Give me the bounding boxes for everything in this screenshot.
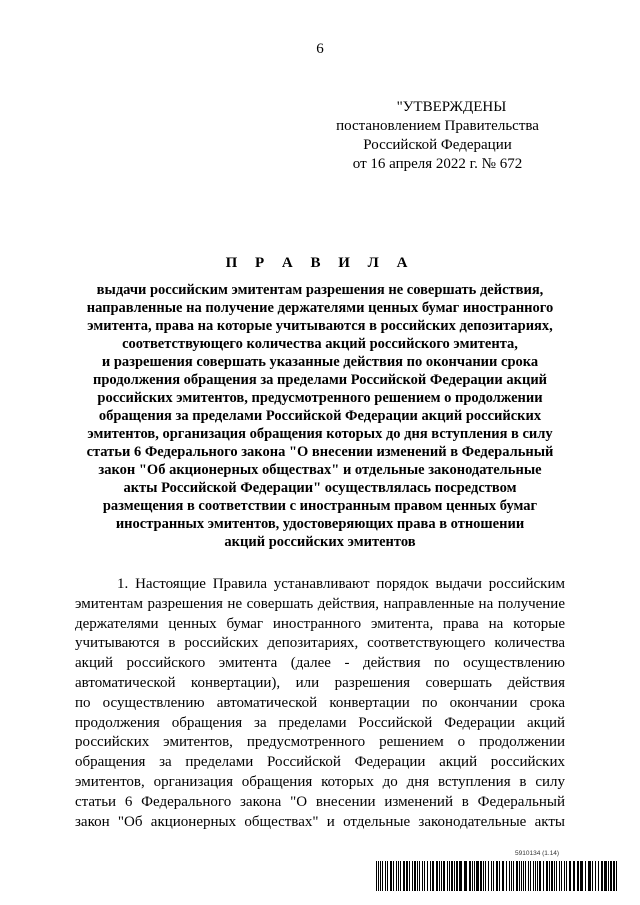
barcode-code: 5910134 (1.14) bbox=[515, 850, 560, 857]
body-line: 1. Настоящие Правила устанавливают порядок выдачи российским bbox=[117, 576, 565, 592]
document-subtitle bbox=[60, 281, 580, 551]
subtitle-line: направленные на получение держателями ценных бумаг иностранного bbox=[86, 300, 554, 316]
approval-stamp bbox=[300, 98, 575, 174]
approval-line: "УТВЕРЖДЕНЫ bbox=[396, 99, 507, 115]
body-line: российских эмитентов, предусмотренного решением о продолжении bbox=[75, 734, 565, 751]
subtitle-line: и разрешения совершать указанные действия по окончании срока bbox=[101, 354, 539, 370]
subtitle-line: статьи 6 Федерального закона "О внесении изменений в Федеральный bbox=[86, 444, 554, 460]
subtitle-line: российских эмитентов, предусмотренного решением о продолжении bbox=[97, 390, 543, 406]
subtitle-line: эмитентов, организация обращения которых до дня вступления в силу bbox=[87, 426, 553, 442]
subtitle-line: эмитента, права на которые учитываются в российских депозитариях, bbox=[87, 318, 553, 334]
body-line: учитываются в российских депозитариях, соответствующего количества bbox=[75, 635, 565, 652]
body-line: эмитентов, организация обращения которых до дня вступления в силу bbox=[75, 773, 565, 790]
subtitle-line: акций российских эмитентов bbox=[224, 534, 416, 550]
barcode bbox=[376, 861, 618, 891]
body-line: по осуществлению автоматической конвертации по окончании срока bbox=[75, 694, 565, 711]
paragraph-1 bbox=[75, 575, 565, 832]
body-line: обращения за пределами Российской Федерации акций российских bbox=[75, 754, 565, 771]
approval-line: от 16 апреля 2022 г. № 672 bbox=[352, 156, 523, 172]
subtitle-line: соответствующего количества акций российского эмитента, bbox=[122, 336, 518, 352]
body-line: закон "Об акционерных обществах" и отдельные законодательные акты bbox=[75, 813, 565, 830]
subtitle-line: выдачи российским эмитентам разрешения не совершать действия, bbox=[96, 282, 544, 298]
body-line: автоматической конвертации), или разрешения совершать действия bbox=[75, 674, 565, 691]
subtitle-line: обращения за пределами Российской Федерации акций российских bbox=[98, 408, 542, 424]
body-line: держателями ценных бумаг иностранного эмитента, права на которые bbox=[75, 615, 565, 632]
approval-line: Российской Федерации bbox=[363, 137, 512, 153]
subtitle-line: продолжения обращения за пределами Российской Федерации акций bbox=[92, 372, 548, 388]
body-line: статьи 6 Федерального закона "О внесении изменений в Федеральный bbox=[75, 793, 565, 810]
subtitle-line: акты Российской Федерации" осуществлялась посредством bbox=[123, 480, 517, 496]
page-number: 6 bbox=[316, 41, 324, 57]
body-line: акций российского эмитента (далее - действия по осуществлению bbox=[75, 655, 565, 672]
subtitle-line: размещения в соответствии с иностранным правом ценных бумаг bbox=[102, 498, 538, 514]
document-title: П Р А В И Л А bbox=[225, 255, 415, 271]
subtitle-line: иностранных эмитентов, удостоверяющих права в отношении bbox=[115, 516, 525, 532]
subtitle-line: закон "Об акционерных обществах" и отдельные законодательные bbox=[98, 462, 542, 478]
body-line: эмитентам разрешения не совершать действия, направленные на получение bbox=[75, 595, 565, 612]
approval-line: постановлением Правительства bbox=[336, 118, 539, 134]
body-line: продолжения обращения за пределами Российской Федерации акций bbox=[75, 714, 565, 731]
